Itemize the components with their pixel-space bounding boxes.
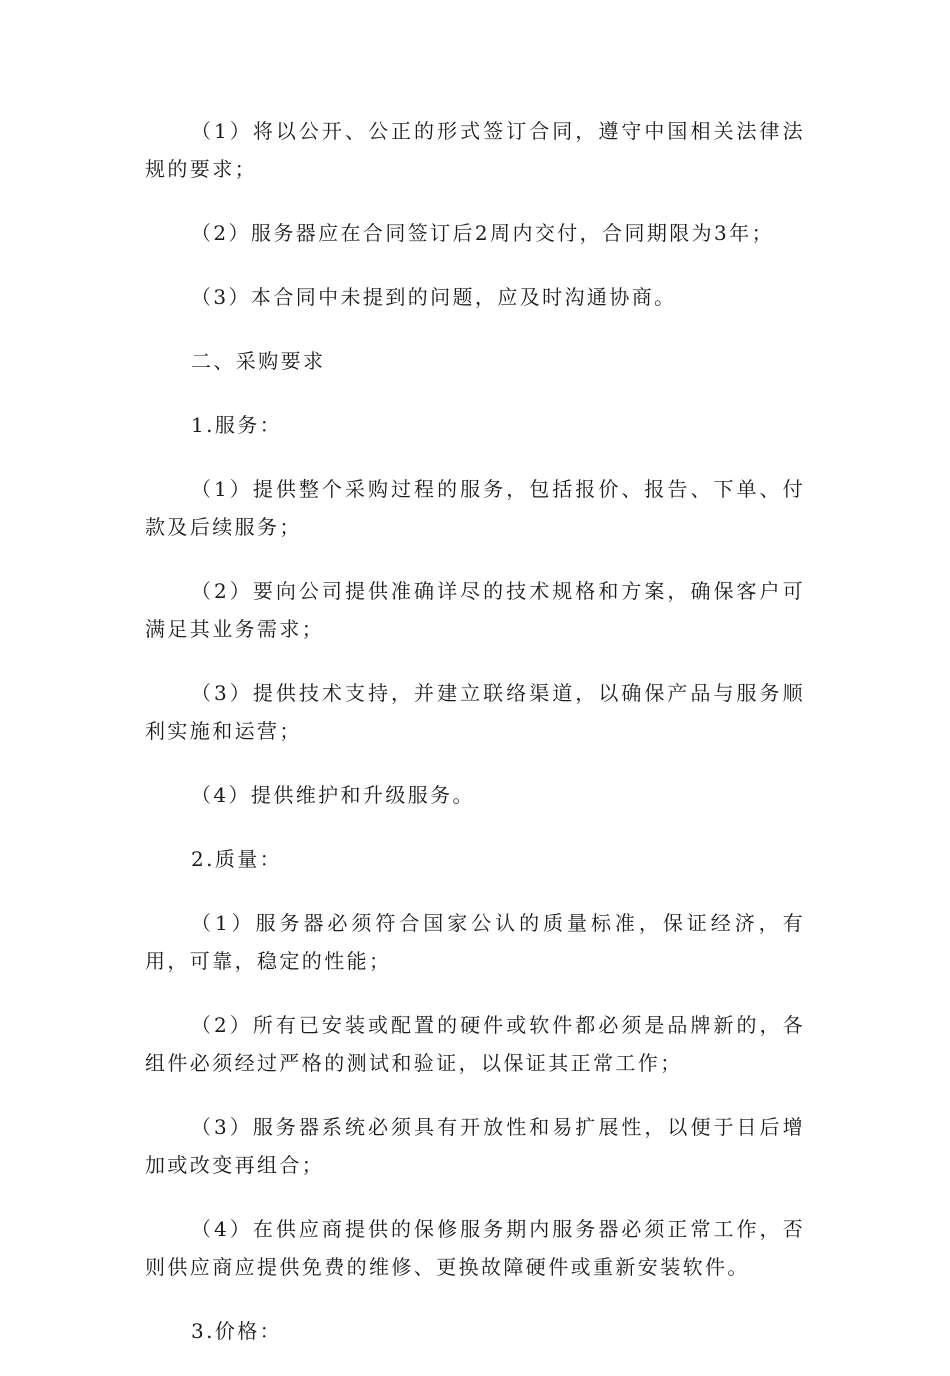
- section-heading-procurement: 二、采购要求: [191, 349, 326, 373]
- paragraph-delivery-term: （2）服务器应在合同签订后2周内交付，合同期限为3年；: [191, 221, 774, 245]
- paragraph-contract-signing: （1）将以公开、公正的形式签订合同，遵守中国相关法律法规的要求；: [145, 119, 805, 181]
- paragraph-service-4: （4）提供维护和升级服务。: [191, 783, 475, 807]
- subheading-quality: 2.质量：: [191, 847, 283, 871]
- paragraph-negotiation: （3）本合同中未提到的问题，应及时沟通协商。: [191, 285, 677, 309]
- document-body: [145, 112, 805, 1376]
- paragraph-quality-3: （3）服务器系统必须具有开放性和易扩展性，以便于日后增加或改变再组合；: [145, 1115, 805, 1177]
- paragraph-quality-1: （1）服务器必须符合国家公认的质量标准，保证经济，有用，可靠，稳定的性能；: [145, 911, 805, 973]
- paragraph-quality-2: （2）所有已安装或配置的硬件或软件都必须是品牌新的，各组件必须经过严格的测试和验证，以保证其正常工作；: [145, 1013, 805, 1075]
- paragraph-service-3: （3）提供技术支持，并建立联络渠道，以确保产品与服务顺利实施和运营；: [145, 681, 805, 743]
- paragraph-service-1: （1）提供整个采购过程的服务，包括报价、报告、下单、付款及后续服务；: [145, 477, 805, 539]
- paragraph-service-2: （2）要向公司提供准确详尽的技术规格和方案，确保客户可满足其业务需求；: [145, 579, 805, 641]
- subheading-service: 1.服务：: [191, 413, 283, 437]
- subheading-price: 3.价格：: [191, 1319, 283, 1343]
- paragraph-quality-4: （4）在供应商提供的保修服务期内服务器必须正常工作，否则供应商应提供免费的维修、更换故障硬件或重新安装软件。: [145, 1217, 805, 1279]
